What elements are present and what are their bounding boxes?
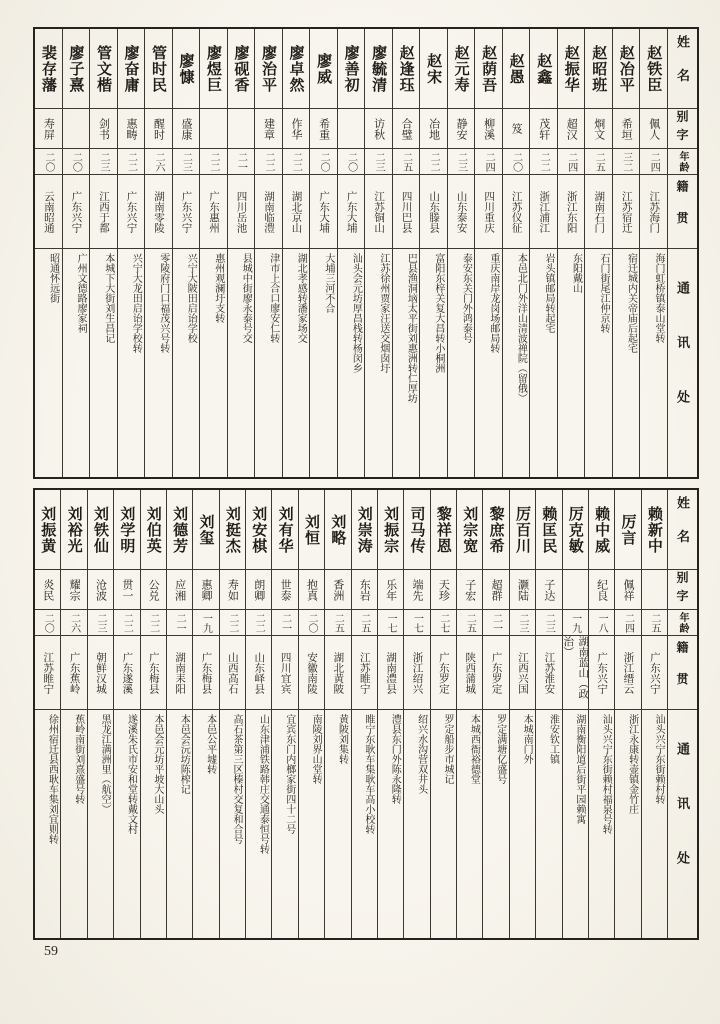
cell-alias: 沧波 — [88, 570, 113, 610]
entry-column — [89, 29, 117, 477]
cell-alias: 应湘 — [167, 570, 192, 610]
cell-age: 一九 — [563, 610, 588, 636]
entry-column — [254, 29, 282, 477]
cell-name: 厉言 — [615, 490, 640, 570]
entry-column — [529, 29, 557, 477]
cell-alias: 纪良 — [589, 570, 614, 610]
cell-alias — [338, 109, 365, 149]
cell-origin: 山西高石 — [220, 636, 245, 710]
cell-alias: 建章 — [255, 109, 282, 149]
cell-name: 管时民 — [145, 29, 172, 109]
cell-age: 二五 — [325, 610, 350, 636]
cell-age: 二二 — [530, 149, 557, 175]
entry-column — [639, 29, 667, 477]
cell-name: 赵元寿 — [448, 29, 475, 109]
entry-column — [351, 490, 377, 938]
cell-origin: 广东罗定 — [431, 636, 456, 710]
cell-address: 宿迁城内关帝庙后起宅 — [625, 253, 637, 353]
cell-address: 遂溪朱氏市安和堂转戴文村 — [125, 714, 137, 834]
cell-origin: 湖南临澧 — [255, 175, 282, 249]
cell-alias: 访秋 — [365, 109, 392, 149]
row-label-name: 姓名 — [668, 490, 697, 570]
cell-address: 惠州观澜圩支转 — [212, 253, 224, 323]
entry-column — [474, 29, 502, 477]
cell-age: 一九 — [193, 610, 218, 636]
cell-address: 兴宁大龙田启诒学校转 — [130, 253, 142, 353]
cell-name: 刘学明 — [114, 490, 139, 570]
entry-column — [192, 490, 218, 938]
cell-origin: 湖北京山 — [283, 175, 310, 249]
cell-address: 津市上合口廖安仁转 — [267, 253, 279, 343]
row-label-alias: 别字 — [668, 109, 697, 149]
cell-address: 石门街尾江仲京转 — [597, 253, 609, 333]
cell-origin: 山东峄县 — [246, 636, 271, 710]
cell-address: 本城下大街刘生昌记 — [102, 253, 114, 343]
cell-age: 一八 — [589, 610, 614, 636]
cell-age: 二三 — [88, 610, 113, 636]
cell-alias: 笈 — [503, 109, 530, 149]
cell-alias: 希垣 — [613, 109, 640, 149]
cell-name: 厉克敏 — [563, 490, 588, 570]
cell-origin: 广东惠州 — [200, 175, 227, 249]
cell-address: 重庆南岸龙岗场邮局转 — [487, 253, 499, 353]
cell-age: 二五 — [642, 610, 667, 636]
cell-age: 二六 — [145, 149, 172, 175]
cell-age: 二二 — [200, 149, 227, 175]
cell-name: 刘德芳 — [167, 490, 192, 570]
cell-name: 廖治平 — [255, 29, 282, 109]
cell-address: 大埔三河不合 — [322, 253, 334, 313]
cell-name: 廖煜巨 — [200, 29, 227, 109]
cell-alias: 寿如 — [220, 570, 245, 610]
cell-alias: 冶地 — [420, 109, 447, 149]
cell-alias: 佩祥 — [615, 570, 640, 610]
cell-alias: 东岩 — [352, 570, 377, 610]
cell-name: 刘玺 — [193, 490, 218, 570]
cell-name: 廖子熹 — [63, 29, 90, 109]
cell-origin: 江苏淮安 — [536, 636, 561, 710]
cell-origin: 四川宜宾 — [272, 636, 297, 710]
directory-table-bottom — [33, 488, 699, 940]
cell-age: 二二 — [118, 149, 145, 175]
cell-address: 岩头镇邮局转起宅 — [542, 253, 554, 333]
cell-origin: 江苏宿迁 — [613, 175, 640, 249]
cell-address: 湖南衡阳道后街平园赖寓 — [573, 714, 585, 824]
cell-name: 廖卓然 — [283, 29, 310, 109]
cell-alias: 佩人 — [640, 109, 667, 149]
cell-alias: 超汉 — [558, 109, 585, 149]
row-label-age: 年龄 — [668, 149, 697, 175]
cell-age: 二三 — [536, 610, 561, 636]
cell-age: 二三 — [510, 610, 535, 636]
cell-address: 浙江永康转壶镇金竹庄 — [626, 714, 638, 814]
row-label-age: 年龄 — [668, 610, 697, 636]
cell-origin: 广东兴宁 — [63, 175, 90, 249]
entry-column — [166, 490, 192, 938]
entry-column — [364, 29, 392, 477]
entry-column — [324, 490, 350, 938]
cell-address: 富阳东梓关复大昌转小桐洲 — [432, 253, 444, 373]
cell-origin: 广东罗定 — [483, 636, 508, 710]
cell-name: 赵昭班 — [585, 29, 612, 109]
cell-alias: 乐年 — [378, 570, 403, 610]
cell-alias: 子达 — [536, 570, 561, 610]
cell-name: 刘铁仙 — [88, 490, 113, 570]
entry-column — [271, 490, 297, 938]
cell-age: 二〇 — [35, 610, 60, 636]
entry-column — [199, 29, 227, 477]
cell-name: 廖砚香 — [228, 29, 255, 109]
cell-name: 刘恒 — [299, 490, 324, 570]
cell-age: 二〇 — [299, 610, 324, 636]
row-label-origin: 籍贯 — [668, 636, 697, 710]
cell-age: 三二 — [613, 149, 640, 175]
cell-alias: 贯一 — [114, 570, 139, 610]
cell-address: 汕头会元坊厚昌栈转杨闵乡 — [350, 253, 362, 373]
entry-column — [403, 490, 429, 938]
cell-age: 二三 — [90, 149, 117, 175]
header-column — [667, 29, 697, 477]
cell-origin: 浙江浦江 — [530, 175, 557, 249]
cell-name: 司马传 — [404, 490, 429, 570]
entry-column — [140, 490, 166, 938]
cell-origin: 朝鲜汉城 — [88, 636, 113, 710]
cell-alias: 惠畴 — [118, 109, 145, 149]
cell-age: 二三 — [448, 149, 475, 175]
cell-alias: 超群 — [483, 570, 508, 610]
cell-address: 本邑公平墟转 — [204, 714, 216, 774]
cell-origin: 江苏睢宁 — [35, 636, 60, 710]
entry-column — [219, 490, 245, 938]
cell-alias: 静安 — [448, 109, 475, 149]
row-label-name: 姓名 — [668, 29, 697, 109]
cell-name: 刘振宗 — [378, 490, 403, 570]
entry-column — [509, 490, 535, 938]
cell-age: 二六 — [61, 610, 86, 636]
entry-column — [584, 29, 612, 477]
cell-alias: 盛康 — [173, 109, 200, 149]
entry-column — [612, 29, 640, 477]
cell-alias: 端先 — [404, 570, 429, 610]
cell-origin: 安徽南陵 — [299, 636, 324, 710]
cell-origin: 广东大埔 — [310, 175, 337, 249]
cell-age: 一七 — [378, 610, 403, 636]
cell-name: 赖新中 — [642, 490, 667, 570]
cell-address: 蕉岭南街刘熹盛号转 — [72, 714, 84, 804]
cell-name: 赵荫吾 — [475, 29, 502, 109]
cell-origin: 湖南蓝山（政治） — [563, 636, 588, 710]
cell-age: 二一 — [167, 610, 192, 636]
entry-column — [144, 29, 172, 477]
cell-alias: 合璧 — [393, 109, 420, 149]
cell-age: 二四 — [558, 149, 585, 175]
cell-name: 管文楷 — [90, 29, 117, 109]
cell-origin: 江苏海门 — [640, 175, 667, 249]
cell-alias — [563, 570, 588, 610]
cell-origin: 湖南耒阳 — [167, 636, 192, 710]
cell-alias: 世泰 — [272, 570, 297, 610]
entry-column — [35, 29, 62, 477]
cell-age: 二五 — [585, 149, 612, 175]
cell-address: 淮安钦工镇 — [547, 714, 559, 764]
cell-name: 刘伯英 — [141, 490, 166, 570]
cell-name: 廖威 — [310, 29, 337, 109]
cell-name: 赵愚 — [503, 29, 530, 109]
cell-address: 昭通怀远街 — [47, 253, 59, 303]
cell-origin: 湖南零陵 — [145, 175, 172, 249]
cell-name: 廖善初 — [338, 29, 365, 109]
row-label-origin: 籍贯 — [668, 175, 697, 249]
cell-name: 厉百川 — [510, 490, 535, 570]
cell-age: 二二 — [246, 610, 271, 636]
cell-alias — [228, 109, 255, 149]
cell-address: 东阳戴山 — [570, 253, 582, 293]
entry-column — [62, 29, 90, 477]
cell-origin: 广东大埔 — [338, 175, 365, 249]
cell-name: 刘崇涛 — [352, 490, 377, 570]
cell-alias: 烱文 — [585, 109, 612, 149]
cell-age: 一七 — [404, 610, 429, 636]
cell-age: 二一 — [228, 149, 255, 175]
entry-column — [60, 490, 86, 938]
cell-age: 二〇 — [310, 149, 337, 175]
cell-age: 二〇 — [35, 149, 62, 175]
entry-column — [614, 490, 640, 938]
cell-address: 广州文德路廖家祠 — [75, 253, 87, 333]
row-label-alias: 别字 — [668, 570, 697, 610]
cell-age: 二二 — [141, 610, 166, 636]
cell-origin: 广东遂溪 — [114, 636, 139, 710]
cell-address: 黄陂刘集转 — [336, 714, 348, 764]
cell-origin: 江苏铜山 — [365, 175, 392, 249]
cell-age: 二五 — [457, 610, 482, 636]
cell-age: 二二 — [420, 149, 447, 175]
entry-column — [482, 490, 508, 938]
cell-address: 本邑北门外洋山清波禅院（留俄） — [515, 253, 527, 403]
cell-name: 刘宗宽 — [457, 490, 482, 570]
row-label-address: 通讯处 — [675, 742, 690, 906]
entry-column — [227, 29, 255, 477]
cell-origin: 江西兴国 — [510, 636, 535, 710]
cell-address: 本邑会沅坊陈榨记 — [178, 714, 190, 794]
entry-column — [309, 29, 337, 477]
cell-address: 江苏徐州贾家汪送交烟囱圩 — [377, 253, 389, 373]
cell-alias: 朗卿 — [246, 570, 271, 610]
cell-name: 赵逢珏 — [393, 29, 420, 109]
cell-address: 睢宁东耿车集耿车高小校转 — [362, 714, 374, 834]
cell-address: 泰安东关门外鸿泰号 — [460, 253, 472, 343]
entry-column — [172, 29, 200, 477]
cell-origin: 浙江缙云 — [615, 636, 640, 710]
cell-age: 二二 — [283, 149, 310, 175]
cell-address: 巴县渔洞垴太平街刘惠洲转仁厚坊 — [405, 253, 417, 403]
entry-column — [117, 29, 145, 477]
cell-address: 本邑会元坊平坡大山头 — [151, 714, 163, 814]
cell-name: 赵鑫 — [530, 29, 557, 109]
cell-name: 刘裕光 — [61, 490, 86, 570]
cell-alias: 希重 — [310, 109, 337, 149]
cell-alias — [642, 570, 667, 610]
cell-name: 刘安棋 — [246, 490, 271, 570]
cell-origin: 山东泰安 — [448, 175, 475, 249]
cell-age: 二三 — [365, 149, 392, 175]
cell-age: 二一 — [483, 610, 508, 636]
entry-column — [392, 29, 420, 477]
cell-alias: 惠卿 — [193, 570, 218, 610]
cell-origin: 山东滕县 — [420, 175, 447, 249]
cell-age: 二〇 — [63, 149, 90, 175]
cell-alias: 炎民 — [35, 570, 60, 610]
cell-name: 赵宋 — [420, 29, 447, 109]
cell-address: 宜宾东门内榔家街四十二号 — [283, 714, 295, 834]
cell-origin: 江苏仪征 — [503, 175, 530, 249]
entry-column — [562, 490, 588, 938]
entry-column — [35, 490, 60, 938]
cell-origin: 四川巴县 — [393, 175, 420, 249]
cell-age: 二四 — [640, 149, 667, 175]
entry-column — [87, 490, 113, 938]
cell-address: 本城南门外 — [521, 714, 533, 764]
cell-name: 赵铁臣 — [640, 29, 667, 109]
cell-origin: 广东兴宁 — [589, 636, 614, 710]
cell-alias: 天珍 — [431, 570, 456, 610]
cell-name: 赖匡民 — [536, 490, 561, 570]
cell-origin: 湖北黄陂 — [325, 636, 350, 710]
cell-origin: 浙江东阳 — [558, 175, 585, 249]
entry-column — [641, 490, 667, 938]
entry-column — [557, 29, 585, 477]
cell-alias: 醒时 — [145, 109, 172, 149]
cell-name: 廖慷 — [173, 29, 200, 109]
page-number: 59 — [44, 944, 58, 959]
cell-alias: 抱真 — [299, 570, 324, 610]
cell-origin: 广东梅县 — [141, 636, 166, 710]
cell-name: 廖毓清 — [365, 29, 392, 109]
cell-origin: 四川重庆 — [475, 175, 502, 249]
cell-origin: 江苏睢宁 — [352, 636, 377, 710]
cell-address: 海门虹桥镇泰山堂转 — [653, 253, 664, 343]
cell-origin: 湖南石门 — [585, 175, 612, 249]
entry-column — [535, 490, 561, 938]
cell-name: 刘振黄 — [35, 490, 60, 570]
entry-column — [588, 490, 614, 938]
cell-address: 罗定满塘亿盛号 — [494, 714, 506, 784]
cell-alias: 茂轩 — [530, 109, 557, 149]
cell-address: 高石茶第三区榛村交复和合号 — [231, 714, 242, 844]
cell-address: 湖北孝感转潘家场交 — [295, 253, 307, 343]
cell-age: 二四 — [475, 149, 502, 175]
cell-name: 刘有华 — [272, 490, 297, 570]
cell-age: 二七 — [431, 610, 456, 636]
cell-origin: 广东兴宁 — [118, 175, 145, 249]
cell-address: 本城西衙裕德堂 — [468, 714, 480, 784]
cell-origin: 江西于都 — [90, 175, 117, 249]
cell-origin: 浙江绍兴 — [404, 636, 429, 710]
cell-alias: 剑书 — [90, 109, 117, 149]
cell-name: 赵振华 — [558, 29, 585, 109]
cell-address: 兴宁大陂田启诒学校 — [185, 253, 197, 343]
cell-name: 黎庶希 — [483, 490, 508, 570]
cell-origin: 四川岳池 — [228, 175, 255, 249]
cell-origin: 广东兴宁 — [173, 175, 200, 249]
cell-age: 二五 — [352, 610, 377, 636]
cell-alias — [200, 109, 227, 149]
cell-alias: 作华 — [283, 109, 310, 149]
cell-alias: 耀宗 — [61, 570, 86, 610]
directory-table-top — [33, 27, 699, 479]
cell-name: 刘略 — [325, 490, 350, 570]
entry-column — [113, 490, 139, 938]
cell-address: 澧县东门外陈永隆转 — [389, 714, 401, 804]
entry-column — [430, 490, 456, 938]
entry-column — [447, 29, 475, 477]
cell-address: 黑龙江满洲里（航空） — [99, 714, 111, 814]
cell-alias: 公兑 — [141, 570, 166, 610]
cell-age: 二二 — [220, 610, 245, 636]
entry-column — [245, 490, 271, 938]
cell-address: 县城中街廖永泰号交 — [240, 253, 252, 343]
cell-address: 汕头兴宁东街赖村转 — [653, 714, 664, 804]
cell-age: 二〇 — [338, 149, 365, 175]
entry-column — [298, 490, 324, 938]
cell-origin: 广东兴宁 — [642, 636, 667, 710]
cell-alias: 柳溪 — [475, 109, 502, 149]
cell-address: 罗定船步市城记 — [442, 714, 453, 784]
cell-address: 南陵刘界山堂转 — [310, 714, 322, 784]
cell-alias: 香洲 — [325, 570, 350, 610]
entry-column — [502, 29, 530, 477]
cell-name: 廖奋庸 — [118, 29, 145, 109]
cell-age: 二二 — [255, 149, 282, 175]
cell-origin: 广东蕉岭 — [61, 636, 86, 710]
cell-age: 二五 — [393, 149, 420, 175]
cell-address: 山东津浦铁路韩庄交通泰恒号转 — [257, 714, 269, 854]
cell-alias: 灏陆 — [510, 570, 535, 610]
cell-origin: 广东梅县 — [193, 636, 218, 710]
cell-origin: 湖南澧县 — [378, 636, 403, 710]
cell-age: 二〇 — [503, 149, 530, 175]
entry-column — [456, 490, 482, 938]
cell-alias — [63, 109, 90, 149]
entry-column — [282, 29, 310, 477]
cell-address: 徐州宿迁县西耿车集刘宜则转 — [46, 714, 58, 844]
row-label-address: 通讯处 — [675, 281, 690, 445]
entry-column — [377, 490, 403, 938]
cell-name: 黎祥恩 — [431, 490, 456, 570]
cell-address: 汕头兴宁东街赖村福泉号转 — [600, 714, 612, 834]
cell-name: 裴存藩 — [35, 29, 62, 109]
cell-address: 绍兴水沟营双井头 — [415, 714, 427, 794]
cell-age: 二一 — [272, 610, 297, 636]
entry-column — [337, 29, 365, 477]
cell-address: 零陵府门口福茂兴号转 — [157, 253, 169, 353]
cell-age: 二二 — [114, 610, 139, 636]
cell-age: 二四 — [615, 610, 640, 636]
cell-name: 赵冶平 — [613, 29, 640, 109]
page-frame — [33, 27, 699, 940]
header-column — [667, 490, 697, 938]
cell-origin: 陕西蒲城 — [457, 636, 482, 710]
cell-alias: 子宏 — [457, 570, 482, 610]
cell-age: 二三 — [173, 149, 200, 175]
cell-name: 赖中威 — [589, 490, 614, 570]
cell-origin: 云南昭通 — [35, 175, 62, 249]
entry-column — [419, 29, 447, 477]
cell-name: 刘挺杰 — [220, 490, 245, 570]
cell-alias: 寿屏 — [35, 109, 62, 149]
